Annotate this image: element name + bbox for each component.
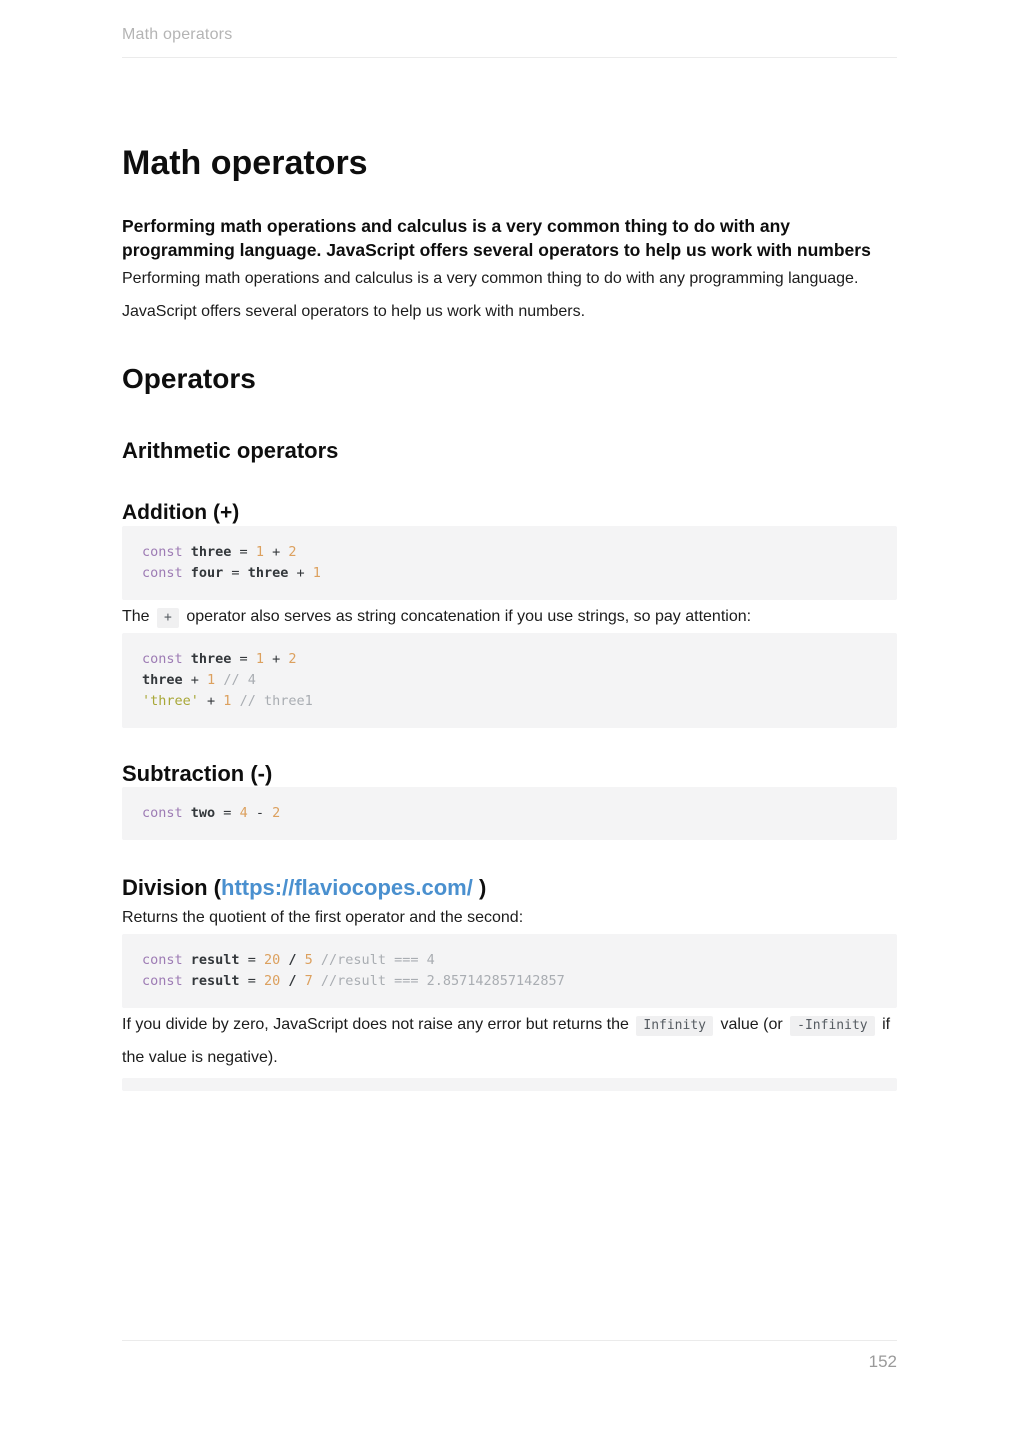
- addition-note: [122, 600, 897, 633]
- truncated-code-block: [122, 1078, 897, 1091]
- code-line: [142, 803, 877, 824]
- code-token: -: [247, 805, 273, 821]
- code-token: const: [142, 805, 183, 821]
- code-token: =: [223, 565, 248, 581]
- external-link[interactable]: https://flaviocopes.com/: [221, 875, 473, 900]
- code-token: 1: [312, 565, 321, 581]
- text-segment: The: [122, 608, 150, 625]
- code-token: 4: [239, 805, 248, 821]
- code-token: [313, 973, 321, 989]
- intro-paragraph-1: Performing math operations and calculus is a very common thing to do with any programming language.: [122, 270, 859, 287]
- lead-paragraph: Performing math operations and calculus is a very common thing to do with any programming language. JavaScript offers several operators to help us work with numbers: [122, 216, 871, 260]
- addition-code-block-2: [122, 633, 897, 728]
- inline-code: Infinity: [636, 1016, 713, 1036]
- code-token: // three1: [239, 693, 313, 709]
- code-line: [142, 691, 877, 712]
- code-token: 1: [223, 693, 232, 709]
- code-token: //result === 2.857142857142857: [320, 973, 565, 989]
- code-line: [142, 971, 877, 992]
- code-token: [231, 693, 239, 709]
- arithmetic-operators-heading: Arithmetic operators: [122, 438, 339, 463]
- code-line: [142, 542, 877, 563]
- code-token: [183, 973, 191, 989]
- text-segment: operator also serves as string concatenation if you use strings, so pay attention:: [186, 608, 752, 625]
- article: [122, 0, 897, 1091]
- code-token: +: [288, 565, 313, 581]
- code-token: 5: [304, 952, 313, 968]
- code-token: +: [182, 672, 208, 688]
- inline-code: -Infinity: [790, 1016, 874, 1036]
- subtraction-code-block: [122, 787, 897, 840]
- division-note: [122, 1008, 897, 1074]
- code-token: result: [190, 973, 240, 989]
- code-token: 2: [272, 805, 281, 821]
- code-line: [142, 649, 877, 670]
- code-token: 1: [255, 651, 264, 667]
- code-token: three: [247, 565, 289, 581]
- division-code-block: [122, 934, 897, 1008]
- code-token: const: [142, 651, 183, 667]
- subtraction-heading: Subtraction (-): [122, 761, 273, 786]
- code-token: /: [288, 952, 297, 968]
- code-token: 'three': [142, 693, 199, 709]
- code-token: 20: [263, 952, 281, 968]
- code-token: =: [231, 651, 256, 667]
- code-token: const: [142, 565, 183, 581]
- code-line: [142, 563, 877, 584]
- code-token: two: [190, 805, 216, 821]
- code-token: // 4: [223, 672, 256, 688]
- code-line: [142, 950, 877, 971]
- code-token: [313, 952, 321, 968]
- code-token: =: [239, 952, 264, 968]
- code-token: [297, 952, 305, 968]
- code-token: [183, 805, 191, 821]
- text-segment: If you divide by zero, JavaScript does not raise any error but returns the: [122, 1016, 629, 1033]
- code-token: +: [263, 544, 289, 560]
- text-segment: Division (: [122, 875, 222, 900]
- addition-code-block-1: [122, 526, 897, 600]
- inline-code: +: [157, 608, 179, 628]
- code-token: three: [190, 651, 232, 667]
- code-line: [142, 670, 877, 691]
- text-segment: if the value is negative).: [122, 1016, 891, 1066]
- code-token: const: [142, 544, 183, 560]
- text-segment: ): [478, 875, 487, 900]
- code-token: 20: [263, 973, 281, 989]
- footer-rule: [122, 1340, 897, 1341]
- code-token: //result === 4: [320, 952, 435, 968]
- code-token: result: [190, 952, 240, 968]
- code-token: const: [142, 952, 183, 968]
- division-heading: [122, 874, 897, 901]
- code-token: 1: [255, 544, 264, 560]
- intro-paragraph-2: JavaScript offers several operators to help us work with numbers.: [122, 303, 586, 320]
- addition-heading: Addition (+): [122, 501, 240, 524]
- code-token: 1: [207, 672, 216, 688]
- code-token: four: [190, 565, 224, 581]
- code-token: [183, 565, 191, 581]
- code-token: three: [190, 544, 232, 560]
- code-token: const: [142, 973, 183, 989]
- page-title: Math operators: [122, 144, 368, 182]
- code-token: =: [215, 805, 240, 821]
- code-token: [183, 651, 191, 667]
- text-segment: value (or: [720, 1016, 783, 1033]
- code-token: 7: [304, 973, 313, 989]
- code-token: =: [239, 973, 264, 989]
- code-token: [297, 973, 305, 989]
- code-token: +: [198, 693, 224, 709]
- division-intro: Returns the quotient of the first operator and the second:: [122, 909, 524, 926]
- code-token: =: [231, 544, 256, 560]
- code-token: /: [288, 973, 297, 989]
- code-token: three: [142, 672, 183, 688]
- code-token: +: [263, 651, 289, 667]
- code-token: [183, 544, 191, 560]
- operators-heading: Operators: [122, 363, 256, 394]
- page-number: 152: [868, 1352, 897, 1371]
- code-token: 2: [288, 544, 297, 560]
- running-header-title: Math operators: [122, 26, 233, 43]
- code-token: 2: [288, 651, 297, 667]
- code-token: [183, 952, 191, 968]
